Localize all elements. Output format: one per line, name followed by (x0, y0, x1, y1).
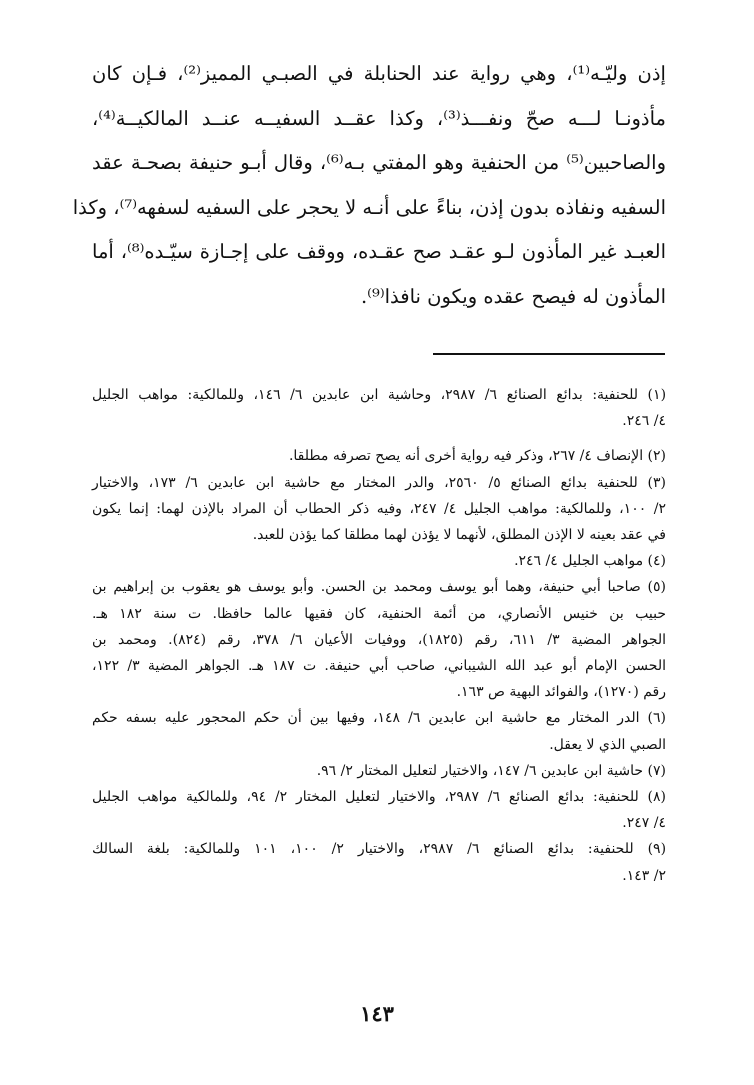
footnote-line: ٤/ ٢٤٦. (622, 413, 666, 430)
footnote-line: (٧) حاشية ابن عابدين ٦/ ١٤٧، والاختيار لتعليل المختار ٢/ ٩٦. (316, 762, 666, 779)
footnote-9 (92, 836, 666, 888)
footnote-line: (٨) للحنفية: بدائع الصنائع ٦/ ٢٩٨٧، والاختيار لتعليل المختار ٢/ ٩٤، وللمالكية مواهب الجليل (92, 789, 666, 806)
footnote-line: (٢) الإنصاف ٤/ ٢٦٧، وذكر فيه رواية أخرى أنه يصح تصرفه مطلقا. (288, 448, 666, 465)
footnote-5 (92, 574, 666, 705)
footnote-7 (92, 758, 666, 784)
footnote-line: (٣) للحنفية بدائع الصنائع ٥/ ٢٥٦٠، والدر المختار مع حاشية ابن عابدين ٦/ ١٧٣، والاختيار (92, 474, 667, 491)
body-line: المأذون له فيصح عقده ويكون نافذا⁽⁹⁾. (360, 284, 666, 308)
page-number: ١٤٣ (360, 1001, 394, 1026)
body-line: والصاحبين⁽⁵⁾ من الحنفية وهو المفتي بـه⁽⁶⁾، وقال أبـو حنيفة بصحـة عقد (92, 151, 666, 174)
footnote-1 (92, 382, 666, 434)
footnote-line: حبيب بن خنيس الأنصاري، من أئمة الحنفية، كان فقيها عالما حافظا. ت سنة ١٨٢ هـ. (92, 605, 666, 622)
footnote-line: الحسن الإمام أبو عبد الله الشيباني، صاحب أبي حنيفة. ت ١٨٧ هـ. الجواهر المضية ٣/ ١٢٢، (92, 658, 666, 675)
body-line: السفيه ونفاذه بدون إذن، بناءً على أنـه لا يحجر على السفيه لسفهه⁽⁷⁾، وكذا (72, 195, 666, 219)
footnote-line: (٦) الدر المختار مع حاشية ابن عابدين ٦/ ١٤٨، وفيها بين أن حكم المحجور عليه بسفه حكم (92, 710, 666, 727)
footnote-line: (٥) صاحبا أبي حنيفة، وهما أبو يوسف ومحمد بن الحسن. وأبو يوسف هو يعقوب بن إبراهيم بن (92, 579, 666, 596)
footnote-8 (92, 784, 666, 836)
footnote-line: ٢/ ١٠٠، وللمالكية: مواهب الجليل ٤/ ٢٤٧، وفيه ذكر الحطاب أن المراد بالإذن لهما: إنما يكون (92, 500, 666, 517)
footnote-line: (٩) للحنفية: بدائع الصنائع ٦/ ٢٩٨٧، والاختيار ٢/ ١٠٠، ١٠١ وللمالكية: بلغة السالك (92, 841, 667, 858)
footnote-separator (433, 353, 665, 355)
footnote-line: في عقد بعينه لا الإذن المطلق، لأنهما لا يؤذن لهما مطلقا كما يؤذن للعبد. (252, 527, 666, 544)
footnote-line: (٤) مواهب الجليل ٤/ ٢٤٦. (514, 553, 666, 570)
footnote-line: الجواهر المضية ٣/ ٦١١، رقم (١٨٢٥)، ووفيات الأعيان ٦/ ٣٧٨، رقم (٨٢٤). ومحمد بن (92, 631, 667, 648)
footnote-6 (92, 705, 666, 757)
footnotes (92, 382, 666, 889)
body-line: إذن وليّـه⁽¹⁾، وهي رواية عند الحنابلة في الصبـي المميز⁽²⁾، فـإن كان (92, 62, 666, 85)
footnote-line: رقم (١٢٧٠)، والفوائد البهية ص ١٦٣. (456, 684, 666, 701)
footnote-4 (92, 548, 666, 574)
footnote-2 (92, 443, 666, 469)
footnote-line: ٤/ ٢٤٧. (622, 815, 666, 832)
body-line: العبـد غير المأذون لـو عقـد صح عقـده، ووقف على إجـازة سيّـده⁽⁸⁾، أما (92, 240, 666, 263)
footnote-line: الصبي الذي لا يعقل. (549, 736, 666, 753)
footnote-3 (92, 470, 666, 549)
footnote-line: ٢/ ١٤٣. (622, 867, 666, 884)
body-line: مأذونـا لـــه صحّ ونفـــذ⁽³⁾، وكذا عقــد السفيــه عنــد المالكيــة⁽⁴⁾، (92, 106, 666, 130)
footnote-line: (١) للحنفية: بدائع الصنائع ٦/ ٢٩٨٧، وحاشية ابن عابدين ٦/ ١٤٦، وللمالكية: مواهب الجليل (92, 387, 667, 403)
main-body-text (72, 52, 666, 319)
